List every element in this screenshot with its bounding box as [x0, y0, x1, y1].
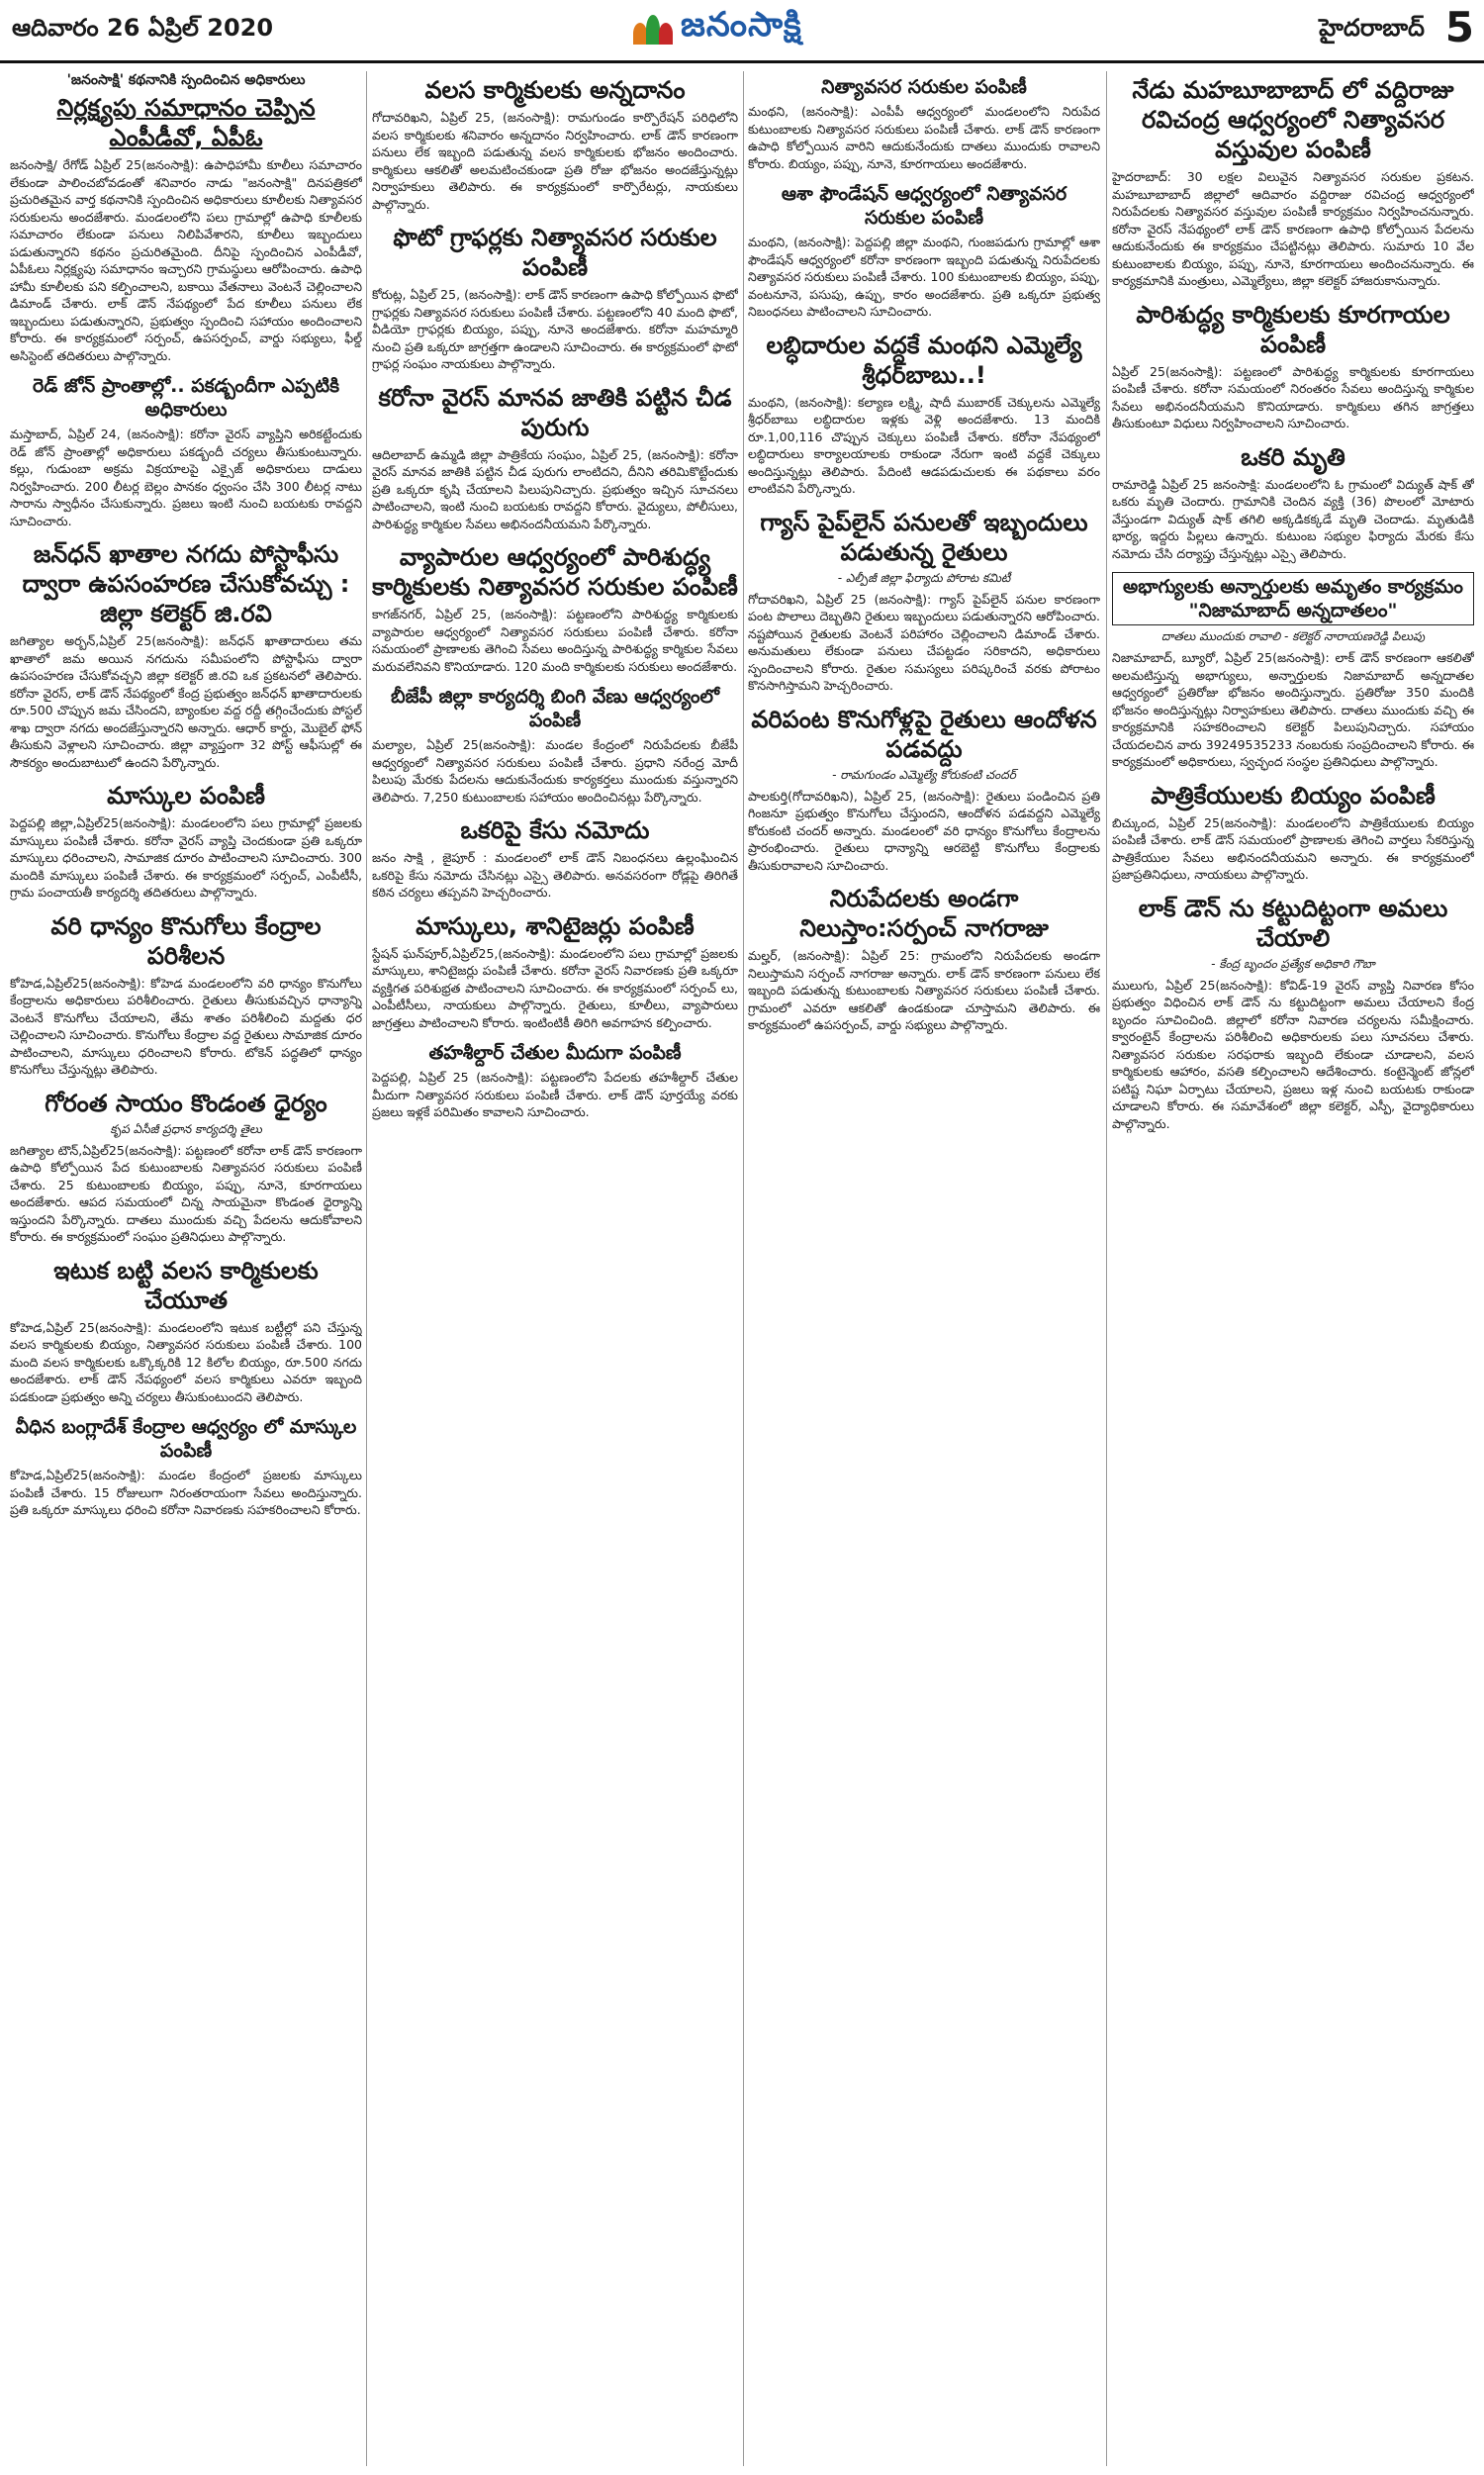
story-body: ఏప్రిల్ 25(జనంసాక్షి): పట్టణంలో పారిశుద్ధ్య కార్మికులకు కూరగాయలు పంపిణీ చేశారు. కరోనా సమయంలో నిరంతరం సేవలు అందిస్తున్న కార్మికుల సేవలు అభినందనీయమని కొనియాడారు. కార్మికులు తగిన జాగ్రత్తలు తీసుకుంటూ విధులు నిర్వహించాలని సూచించారు. — [1112, 363, 1474, 430]
story-headline: నిర్లక్ష్యపు సమాధానం చెప్పిన ఎంపీడీవో, ఏపీఓ — [56, 94, 316, 151]
story-headline: వరి ధాన్యం కొనుగోలు కేంద్రాల పరిశీలన — [50, 911, 322, 970]
story-body: జగిత్యాల అర్బన్,ఏప్రిల్ 25(జనంసాక్షి): జన్‌ధన్ ఖాతాదారులు తమ ఖాతాలో జమ అయిన నగదును సమీపంలోని పోస్టాఫీసు ద్వారా ఉపసంహరణ చేసుకోవచ్చని జిల్లా కలెక్టర్ జి.రవి ఒక ప్రకటనలో తెలిపారు. కరోనా వైరస్, లాక్ డౌన్ నేపథ్యంలో కేంద్ర ప్రభుత్వం జన్‌ధన్ ఖాతాదారులకు రూ.500 చొప్పున జమ చేసిందని, బ్యాంకుల వద్ద రద్దీ తగ్గించేందుకు పోస్టల్ శాఖ ద్వారా నగదు అందజేస్తున్నారని అన్నారు. ఆధార్ కార్డు, మొబైల్ ఫోన్ తీసుకుని వెళ్లాలని సూచించారు. జిల్లా వ్యాప్తంగా 32 పోస్ట్ ఆఫీసుల్లో ఈ సౌకర్యం అందుబాటులో ఉందని పేర్కొన్నారు. — [10, 633, 362, 770]
story-body: కాగజ్‌నగర్, ఏప్రిల్ 25, (జనంసాక్షి): పట్టణంలోని పారిశుద్ధ్య కార్మికులకు వ్యాపారుల ఆధ్వర్యంలో నిత్యావసర సరుకులు పంపిణీ చేశారు. కరోనా సమయంలో ప్రాణాలకు తెగించి సేవలు అందిస్తున్న పారిశుద్ధ్య కార్మికుల సేవలు మరువలేనివని కొనియాడారు. 120 మంది కార్మికులకు సరుకులు అందజేశారు. — [372, 607, 738, 674]
story-headline: నిరుపేదలకు అండగా నిలుస్తాం:సర్పంచ్ నాగరాజు — [799, 885, 1049, 942]
masthead — [0, 0, 1484, 63]
story-headline: ఇటుక బట్టి వలస కార్మికులకు చేయూత — [53, 1256, 319, 1314]
story-headline: మాస్కులు, శానిటైజర్లు పంపిణీ — [416, 911, 695, 940]
story-body: జనంసాక్షి/ రేగోడ్ ఏప్రిల్ 25(జనంసాక్షి): ఉపాధిహామీ కూలీలు సమాచారం లేకుండా పాలించబోవడంతో శనివారం నాడు "జనంసాక్షి" దినపత్రికలో ప్రచురితమైన వార్త కథనానికి స్పందించిన అధికారులు కూలీలకు నిత్యావసర సరుకులను అందజేశారు. మండలంలోని పలు గ్రామాల్లో ఉపాధి కూలీలకు సమాచారం లేకుండా పనులు నిలిపివేశారని, కూలీలు ఇబ్బందులు పడుతున్నారని కథనం ప్రచురితమైంది. దీనిపై స్పందించిన ఎంపీడీవో, ఏపీఓలు నిర్లక్ష్యపు సమాధానం ఇచ్చారని గ్రామస్థులు ఆరోపించారు. ఉపాధి హామీ కూలీలకు పని కల్పించాలని, బకాయి వేతనాలు వెంటనే చెల్లించాలని డిమాండ్ చేశారు. లాక్ డౌన్ నేపథ్యంలో పేద కూలీలు పనులు లేక ఇబ్బందులు పడుతున్నారని, ప్రభుత్వం స్పందించి సహాయం అందించాలని కోరారు. ఈ కార్యక్రమంలో సర్పంచ్, ఉపసర్పంచ్, వార్డు సభ్యులు, ఫీల్డ్ అసిస్టెంట్ తదితరులు పాల్గొన్నారు. — [10, 157, 362, 363]
story-essentials — [748, 75, 1100, 172]
story-headline: వలస కార్మికులకు అన్నదానం — [424, 76, 686, 104]
story-headline: ఆశా ఫౌండేషన్ ఆధ్వర్యంలో నిత్యావసర సరుకుల పంపిణీ — [781, 183, 1067, 229]
story-headline: వరిపంట కొనుగోళ్లపై రైతులు ఆందోళన పడవద్దు — [751, 705, 1097, 763]
story-body: కోహెడ,ఏప్రిల్25(జనంసాక్షి): కోహెడ మండలంలోని వరి ధాన్యం కొనుగోలు కేంద్రాలను అధికారులు పరిశీలించారు. రైతులు తీసుకువచ్చిన ధాన్యాన్ని వెంటనే కొనుగోలు చేయాలని, తేమ శాతం పరిశీలించి మద్దతు ధర చెల్లించాలని సూచించారు. కొనుగోలు కేంద్రాల వద్ద రైతులు సామాజిక దూరం పాటించాలని, మాస్కులు ధరించాలని కోరారు. టోకెన్ పద్ధతిలో ధాన్యం కొనుగోలు చేస్తున్నట్లు తెలిపారు. — [10, 975, 362, 1077]
column-4 — [1112, 71, 1474, 2466]
story-red-zone — [10, 374, 362, 529]
story-byline: - ఎల్పీజీ జిల్లా ఫిర్యాదు పోరాట కమిటీ — [837, 570, 1011, 585]
story-headline: జన్‌ధన్ ఖాతాల నగదు పోస్టాఫీసు ద్వారా ఉపసంహరణ చేసుకోవచ్చు : జిల్లా కలెక్టర్ జి.రవి — [22, 540, 350, 627]
story-masks — [10, 781, 362, 902]
story-nizamabad-annadata — [1112, 572, 1474, 771]
story-body: పెద్దపల్లి, ఏప్రిల్ 25 (జనంసాక్షి): పట్టణంలోని పేదలకు తహశీల్దార్ చేతుల మీదుగా నిత్యావసర సరుకులు పంపిణీ చేశారు. లాక్ డౌన్ పూర్తయ్యే వరకు ప్రజలు ఇళ్లకే పరిమితం కావాలని సూచించారు. — [372, 1070, 738, 1119]
story-body: మంథని, (జనంసాక్షి): కల్యాణ లక్ష్మి, షాదీ ముబారక్ చెక్కులను ఎమ్మెల్యే శ్రీధర్‌బాబు లబ్ధిదారుల ఇళ్లకు వెళ్లి అందజేశారు. 13 మందికి రూ.1,00,116 చొప్పున చెక్కులు పంపిణీ చేశారు. కరోనా నేపథ్యంలో లబ్ధిదారులు కార్యాలయాలకు రాకుండా నేరుగా ఇంటి వద్దకే చెక్కులు అందిస్తున్నట్లు తెలిపారు. పేదింటి ఆడపడుచులకు ఈ పథకాలు వరం లాంటివని పేర్కొన్నారు. — [748, 394, 1100, 496]
story-gas-pipeline — [748, 508, 1100, 695]
story-body: మస్తాబాద్, ఏప్రిల్ 24, (జనంసాక్షి): కరోనా వైరస్ వ్యాప్తిని అరికట్టేందుకు రెడ్ జోన్ ప్రాంతాల్లో అధికారులు పకడ్బందీ చర్యలు తీసుకుంటున్నారు. కల్లు, గుడుంబా అక్రమ విక్రయాలపై ఎక్సైజ్ అధికారులు దాడులు నిర్వహించారు. 200 లీటర్ల బెల్లం పానకం ధ్వంసం చేసి 300 లీటర్ల నాటు సారాను స్వాధీనం చేసుకున్నారు. ప్రజలు ఇంటి నుంచి బయటకు రావద్దని సూచించారు. — [10, 427, 362, 528]
story-tahsildar — [372, 1041, 738, 1121]
story-collector-response — [10, 71, 362, 364]
story-asha-foundation — [748, 182, 1100, 321]
story-body: పాలకుర్తి(గోదావరిఖని), ఏప్రిల్ 25, (జనంసాక్షి): రైతులు పండించిన ప్రతి గింజనూ ప్రభుత్వం కొనుగోలు చేస్తుందని, ఆందోళన పడవద్దని ఎమ్మెల్యే కోరుకంటి చందర్ అన్నారు. మండలంలో వరి ధాన్యం కొనుగోలు కేంద్రాలను ప్రారంభించారు. రైతులు ధాన్యాన్ని ఆరబెట్టి కొనుగోలు కేంద్రాలకు తీసుకురావాలని సూచించారు. — [748, 788, 1100, 873]
column-rule — [1106, 71, 1107, 2466]
paper-logo — [633, 4, 802, 53]
story-brick-kiln — [10, 1256, 362, 1406]
story-case-filed — [372, 815, 738, 902]
story-photographers — [372, 223, 738, 373]
story-headline: తహశీల్దార్ చేతుల మీదుగా పంపిణీ — [428, 1042, 682, 1064]
story-traders-sanitation — [372, 542, 738, 675]
story-paddy-centres — [10, 911, 362, 1079]
story-byline: - కేంద్ర బృందం ప్రత్యేక అధికారి గౌబా — [1211, 956, 1375, 971]
story-body: బిచ్కుంద, ఏప్రిల్ 25(జనంసాక్షి): మండలంలోని పాత్రికేయులకు బియ్యం పంపిణీ చేశారు. లాక్ డౌన్ సమయంలో ప్రాణాలకు తెగించి వార్తలు సేకరిస్తున్న పాత్రికేయుల సేవలు అభినందనీయమని అన్నారు. ఈ కార్యక్రమంలో ప్రజాప్రతినిధులు, నాయకులు పాల్గొన్నారు. — [1112, 814, 1474, 882]
story-migrant-food — [372, 75, 738, 213]
column-rule — [366, 71, 367, 2466]
story-body: హైదరాబాద్: 30 లక్షల విలువైన నిత్యావసర సరుకుల ప్రకటన. మహబూబాబాద్ జిల్లాలో ఆదివారం వద్దిరాజు రవిచంద్ర ఆధ్వర్యంలో నిరుపేదలకు నిత్యావసర వస్తువుల పంపిణీ కార్యక్రమం నిర్వహించనున్నారు. కరోనా వైరస్ నేపథ్యంలో లాక్ డౌన్ కారణంగా ఉపాధి కోల్పోయిన పేదలను ఆదుకునేందుకు ఈ కార్యక్రమం చేపట్టినట్లు తెలిపారు. సుమారు 10 వేల కుటుంబాలకు బియ్యం, పప్పు, నూనె, కూరగాయలు అందించనున్నారు. ఈ కార్యక్రమానికి మంత్రులు, ఎమ్మెల్యేలు, జిల్లా కలెక్టర్ హాజరుకానున్నారు. — [1112, 169, 1474, 288]
story-body: కోహెడ,ఏప్రిల్25(జనంసాక్షి): మండల కేంద్రంలో ప్రజలకు మాస్కులు పంపిణీ చేశారు. 15 రోజులుగా నిరంతరాయంగా సేవలు అందిస్తున్నారు. ప్రతి ఒక్కరూ మాస్కులు ధరించి కరోనా నివారణకు సహకరించాలని కోరారు. — [10, 1468, 362, 1517]
story-headline: ఒకరిపై కేసు నమోదు — [460, 816, 650, 844]
story-body: మల్హర్, (జనంసాక్షి): ఏప్రిల్ 25: గ్రామంలోని నిరుపేదలకు అండగా నిలుస్తామని సర్పంచ్ నాగరాజు అన్నారు. లాక్ డౌన్ కారణంగా పనులు లేక ఇబ్బంది పడుతున్న కుటుంబాలకు నిత్యావసర సరుకులు పంపిణీ చేశారు. గ్రామంలో ఎవరూ ఆకలితో ఉండకుండా చూస్తామని తెలిపారు. ఈ కార్యక్రమంలో ఉపసర్పంచ్, వార్డు సభ్యులు పాల్గొన్నారు. — [748, 948, 1100, 1032]
story-headline: బీజేపీ జిల్లా కార్యదర్శి బింగి వేణు ఆధ్వర్యంలో పంపిణీ — [390, 686, 720, 731]
story-headline: పాత్రికేయులకు బియ్యం పంపిణీ — [1151, 781, 1436, 809]
story-body: ఆదిలాబాద్ ఉమ్మడి జిల్లా పాత్రికేయ సంఘం, ఏప్రిల్ 25, (జనంసాక్షి): కరోనా వైరస్ మానవ జాతికి పట్టిన చీడ పురుగు లాంటిదని, దీనిని తరిమికొట్టేందుకు ప్రతి ఒక్కరూ కృషి చేయాలని పిలుపునిచ్చారు. ప్రభుత్వం ఇచ్చిన సూచనలు పాటించాలని, ఇంటి నుంచి బయటకు రావద్దని కోరారు. వైద్యులు, పోలీసులు, పారిశుద్ధ్య కార్మికుల సేవలు అభినందనీయమని పేర్కొన్నారు. — [372, 446, 738, 531]
story-headline: రెడ్ జోన్ ప్రాంతాల్లో.. పకడ్బందీగా ఎప్పటికి అధికారులు — [32, 375, 340, 421]
column-2 — [372, 71, 738, 2466]
issue-date: ఆదివారం 26 ఏప్రిల్ 2020 — [12, 14, 274, 42]
story-headline: వీధిన బంగ్లాదేశ్ కేంద్రాల ఆధ్వర్యం లో మాస్కుల పంపిణీ — [15, 1416, 357, 1462]
story-body: ములుగు, ఏప్రిల్ 25(జనంసాక్షి): కోవిడ్-19 వైరస్ వ్యాప్తి నివారణ కోసం ప్రభుత్వం విధించిన లాక్ డౌన్ ను కట్టుదిట్టంగా అమలు చేయాలని కేంద్ర బృందం సూచించింది. జిల్లాలో కరోనా నివారణ చర్యలను సమీక్షించారు. క్వారంటైన్ కేంద్రాలను పరిశీలించి అధికారులకు పలు సూచనలు చేశారు. నిత్యావసర సరుకుల సరఫరాకు ఇబ్బంది లేకుండా చూడాలని, వలస కార్మికులకు ఆహారం, వసతి కల్పించాలని ఆదేశించారు. కంటైన్మెంట్ జోన్లలో పటిష్ట నిఘా ఏర్పాటు చేయాలని, ప్రజలు ఇళ్ల నుంచి బయటకు రాకుండా చూడాలని కోరారు. ఈ సమావేశంలో జిల్లా కలెక్టర్, ఎస్పీ, వైద్యాధికారులు పాల్గొన్నారు. — [1112, 977, 1474, 1131]
story-body: స్టేషన్ ఘన్‌పూర్,ఏప్రిల్25,(జనంసాక్షి): మండలంలోని పలు గ్రామాల్లో ప్రజలకు మాస్కులు, శానిటైజర్లు పంపిణీ చేశారు. కరోనా వైరస్ నివారణకు ప్రతి ఒక్కరూ వ్యక్తిగత పరిశుభ్రత పాటించాలని సూచించారు. ఈ కార్యక్రమంలో సర్పంచ్ లు, ఎంపీటీసీలు, నాయకులు పాల్గొన్నారు. రైతులు, కూలీలు, వ్యాపారులు జాగ్రత్తలు పాటించాలని కోరారు. ఇంటింటికీ తిరిగి అవగాహన కల్పించారు. — [372, 945, 738, 1030]
story-body: మంథని, (జనంసాక్షి): పెద్దపల్లి జిల్లా మంథని, గుంజపడుగు గ్రామాల్లో ఆశా ఫౌండేషన్ ఆధ్వర్యంలో కరోనా కారణంగా ఇబ్బంది పడుతున్న నిరుపేదలకు నిత్యావసర సరుకులు పంపిణీ చేశారు. 100 కుటుంబాలకు బియ్యం, పప్పు, వంటనూనె, పసుపు, ఉప్పు, కారం అందజేశారు. ప్రతి ఒక్కరూ ప్రభుత్వ నిబంధనలు పాటించాలని సూచించారు. — [748, 235, 1100, 319]
story-headline: మాస్కుల పంపిణీ — [107, 782, 265, 809]
paper-name: జనంసాక్షి — [681, 5, 802, 45]
story-headline: గోరంత సాయం కొండంత ధైర్యం — [45, 1089, 327, 1117]
story-body: కోహెడ,ఏప్రిల్ 25(జనంసాక్షి): మండలంలోని ఇటుక బట్టీల్లో పని చేస్తున్న వలస కార్మికులకు బియ్యం, నిత్యావసర సరుకులు పంపిణీ చేశారు. 100 మంది వలస కార్మికులకు ఒక్కొక్కరికి 12 కిలోల బియ్యం, రూ.500 నగదు అందజేశారు. లాక్ డౌన్ నేపథ్యంలో వలస కార్మికులు ఎవరూ ఇబ్బంది పడకుండా ప్రభుత్వం అన్ని చర్యలు తీసుకుంటుందని తెలిపారు. — [10, 1319, 362, 1404]
story-headline: లబ్ధిదారుల వద్దకే మంథని ఎమ్మెల్యే శ్రీధర్‌బాబు..! — [766, 331, 1082, 389]
page-number: 5 — [1444, 3, 1474, 51]
story-body: మంథని, (జనంసాక్షి): ఎంపీపీ ఆధ్వర్యంలో మండలంలోని నిరుపేద కుటుంబాలకు నిత్యావసర సరుకులు పంపిణీ చేశారు. లాక్ డౌన్ కారణంగా ఉపాధి కోల్పోయిన వారిని ఆదుకునేందుకు దాతలు ముందుకు రావాలని కోరారు. బియ్యం, పప్పు, నూనె, కూరగాయలు అందజేశారు. — [748, 104, 1100, 171]
column-rule — [743, 71, 744, 2466]
story-sanitizers — [372, 911, 738, 1032]
story-bjp-distribution — [372, 685, 738, 806]
story-body: రామారెడ్డి ఏప్రిల్ 25 జనంసాక్షి: మండలంలోని ఓ గ్రామంలో విద్యుత్ షాక్ తో ఒకరు మృతి చెందారు. గ్రామానికి చెందిన వ్యక్తి (36) పొలంలో మోటారు వేస్తుండగా విద్యుత్ షాక్ తగిలి అక్కడికక్కడే మృతి చెందాడు. మృతుడికి భార్య, ఇద్దరు పిల్లలు ఉన్నారు. కుటుంబ సభ్యుల ఫిర్యాదు మేరకు కేసు నమోదు చేసి దర్యాప్తు చేస్తున్నట్లు ఎస్సై తెలిపారు. — [1112, 476, 1474, 561]
story-headline: లాక్ డౌన్ ను కట్టుదిట్టంగా అమలు చేయాలి — [1138, 894, 1448, 952]
column-1 — [10, 71, 362, 2466]
story-byline: దాతలు ముందుకు రావాలి - కలెక్టర్ నారాయణరెడ్డి పిలుపు — [1160, 629, 1426, 643]
story-corona-pest — [372, 383, 738, 533]
story-body: గోదావరిఖని, ఏప్రిల్ 25, (జనంసాక్షి): రామగుండం కార్పొరేషన్ పరిధిలోని వలస కార్మికులకు శనివారం అన్నదానం నిర్వహించారు. లాక్ డౌన్ కారణంగా పనులు లేక ఇబ్బంది పడుతున్న వలస కార్మికులకు భోజనం అందించారు. కార్మికులు ఆకలితో అలమటించకుండా ప్రతి రోజు భోజనం అందజేస్తున్నట్లు నిర్వాహకులు తెలిపారు. ఈ కార్యక్రమంలో కార్పొరేటర్లు, నాయకులు పాల్గొన్నారు. — [372, 110, 738, 212]
story-mask-distribution-2 — [10, 1415, 362, 1519]
story-headline: వ్యాపారుల ఆధ్వర్యంలో పారిశుద్ధ్య కార్మికులకు నిత్యావసర సరుకుల పంపిణీ — [372, 543, 738, 601]
story-mahabubabad — [1112, 75, 1474, 290]
story-body: పెద్దపల్లి జిల్లా,ఏప్రిల్25(జనంసాక్షి): మండలంలోని పలు గ్రామాల్లో ప్రజలకు మాస్కులు పంపిణీ చేశారు. కరోనా వైరస్ వ్యాప్తి చెందకుండా ప్రతి ఒక్కరూ మాస్కులు ధరించాలని, సామాజిక దూరం పాటించాలని సూచించారు. 300 మందికి మాస్కులు పంపిణీ చేశారు. ఈ కార్యక్రమంలో సర్పంచ్, ఎంపీటీసీ, గ్రామ పంచాయతీ కార్యదర్శి తదితరులు పాల్గొన్నారు. — [10, 815, 362, 900]
story-small-help — [10, 1089, 362, 1246]
story-paddy-farmers — [748, 705, 1100, 875]
story-body: గోదావరిఖని, ఏప్రిల్ 25 (జనంసాక్షి): గ్యాస్ పైప్‌లైన్ పనుల కారణంగా పంట పొలాలు దెబ్బతిని రైతులు ఇబ్బందులు పడుతున్నారని ఆరోపించారు. నష్టపోయిన రైతులకు వెంటనే పరిహారం చెల్లించాలని డిమాండ్ చేశారు. అనుమతులు లేకుండా పనులు చేపట్టడం సరికాదని, అధికారులు స్పందించాలని కోరారు. రైతుల సమస్యలు పరిష్కరించే వరకు పోరాటం కొనసాగిస్తామని హెచ్చరించారు. — [748, 591, 1100, 693]
story-vegetables — [1112, 300, 1474, 432]
story-byline: - రామగుండం ఎమ్మెల్యే కోరుకంటి చందర్ — [832, 767, 1016, 782]
edition-city: హైదరాబాద్ — [1319, 14, 1425, 42]
story-body: మల్యాల, ఏప్రిల్ 25(జనంసాక్షి): మండల కేంద్రంలో నిరుపేదలకు బీజేపీ ఆధ్వర్యంలో నిత్యావసర సరుకులు పంపిణీ చేశారు. ప్రధాని నరేంద్ర మోదీ పిలుపు మేరకు పేదలను ఆదుకునేందుకు కార్యకర్తలు ముందుకు వస్తున్నారని తెలిపారు. 7,250 కుటుంబాలకు సహాయం అందించినట్లు పేర్కొన్నారు. — [372, 737, 738, 805]
story-lockdown-strict — [1112, 894, 1474, 1133]
story-body: నిజామాబాద్, బ్యూరో, ఏప్రిల్ 25(జనంసాక్షి): లాక్ డౌన్ కారణంగా ఆకలితో అలమటిస్తున్న అభాగ్యులు, అన్నార్తులకు నిజామాబాద్ అన్నదాతల ఆధ్వర్యంలో ప్రతిరోజు భోజనం అందిస్తున్నారు. ప్రతిరోజు 350 మందికి భోజనం అందిస్తున్నట్లు నిర్వాహకులు తెలిపారు. దాతలు ముందుకు వచ్చి ఈ కార్యక్రమానికి సహకరించాలని కలెక్టర్ పిలుపునిచ్చారు. సహాయం చేయదలచిన వారు 39249535233 నంబరుకు సంప్రదించాలని కోరారు. ఈ కార్యక్రమంలో అధికారులు, స్వచ్ఛంద సంస్థల ప్రతినిధులు పాల్గొన్నారు. — [1112, 650, 1474, 769]
story-body: కోరుట్ల, ఏప్రిల్ 25, (జనంసాక్షి): లాక్ డౌన్ కారణంగా ఉపాధి కోల్పోయిన ఫొటో గ్రాఫర్లకు నిత్యావసర సరుకులు పంపిణీ చేశారు. పట్టణంలోని 40 మంది ఫొటో, వీడియో గ్రాఫర్లకు బియ్యం, పప్పు, నూనె అందజేశారు. కరోనా మహమ్మారి నుంచి ప్రతి ఒక్కరూ జాగ్రత్తగా ఉండాలని సూచించారు. ఈ కార్యక్రమంలో ఫొటో గ్రాఫర్ల సంఘం నాయకులు పాల్గొన్నారు. — [372, 287, 738, 371]
story-kicker: 'జనంసాక్షి' కథనానికి స్పందించిన అధికారులు — [66, 72, 306, 88]
story-jandhan — [10, 539, 362, 771]
story-body: జనం సాక్షి , జైపూర్ : మండలంలో లాక్ డౌన్ నిబంధనలు ఉల్లంఘించిన ఒకరిపై కేసు నమోదు చేసినట్లు ఎస్సై తెలిపారు. అనవసరంగా రోడ్లపై తిరిగితే కఠిన చర్యలు తప్పవని హెచ్చరించారు. — [372, 850, 738, 900]
story-byline: కృప ఏసీజీ ప్రధాన కార్యదర్శి తైలు — [110, 1121, 262, 1136]
logo-flame-icon — [633, 9, 673, 48]
story-headline: పారిశుద్ధ్య కార్మికులకు కూరగాయల పంపిణీ — [1136, 300, 1450, 358]
story-headline: గ్యాస్ పైప్‌లైన్ పనులతో ఇబ్బందులు పడుతున్న రైతులు — [760, 508, 1088, 566]
story-body: జగిత్యాల టౌన్,ఏప్రిల్25(జనంసాక్షి): పట్టణంలో కరోనా లాక్ డౌన్ కారణంగా ఉపాధి కోల్పోయిన పేద కుటుంబాలకు నిత్యావసర సరుకులు పంపిణీ చేశారు. 25 కుటుంబాలకు బియ్యం, పప్పు, నూనె, కూరగాయలు అందజేశారు. ఆపద సమయంలో చిన్న సాయమైనా కొండంత ధైర్యాన్ని ఇస్తుందని పేర్కొన్నారు. దాతలు ముందుకు వచ్చి పేదలను ఆదుకోవాలని కోరారు. ఈ కార్యక్రమంలో సంఘం ప్రతినిధులు పాల్గొన్నారు. — [10, 1142, 362, 1244]
story-headline: కరోనా వైరస్ మానవ జాతికి పట్టిన చీడ పురుగు — [378, 383, 732, 441]
column-3 — [748, 71, 1100, 2466]
story-headline: నేడు మహబూబాబాద్ లో వద్దిరాజు రవిచంద్ర ఆధ్వర్యంలో నిత్యావసర వస్తువుల పంపిణీ — [1132, 76, 1454, 163]
story-death — [1112, 442, 1474, 563]
story-headline: ఫొటో గ్రాఫర్లకు నిత్యావసర సరుకుల పంపిణీ — [393, 224, 717, 281]
story-headline: ఒకరి మృతి — [1241, 442, 1345, 471]
story-sarpanch-support — [748, 884, 1100, 1034]
story-mla-cheques — [748, 331, 1100, 498]
story-journalists-rice — [1112, 781, 1474, 884]
story-headline: నిత్యావసర సరుకుల పంపిణీ — [821, 76, 1027, 98]
story-headline: అభాగ్యులకు అన్నార్తులకు అమృతం కార్యక్రమం "నిజామాబాద్ అన్నదాతలం" — [1112, 572, 1474, 625]
